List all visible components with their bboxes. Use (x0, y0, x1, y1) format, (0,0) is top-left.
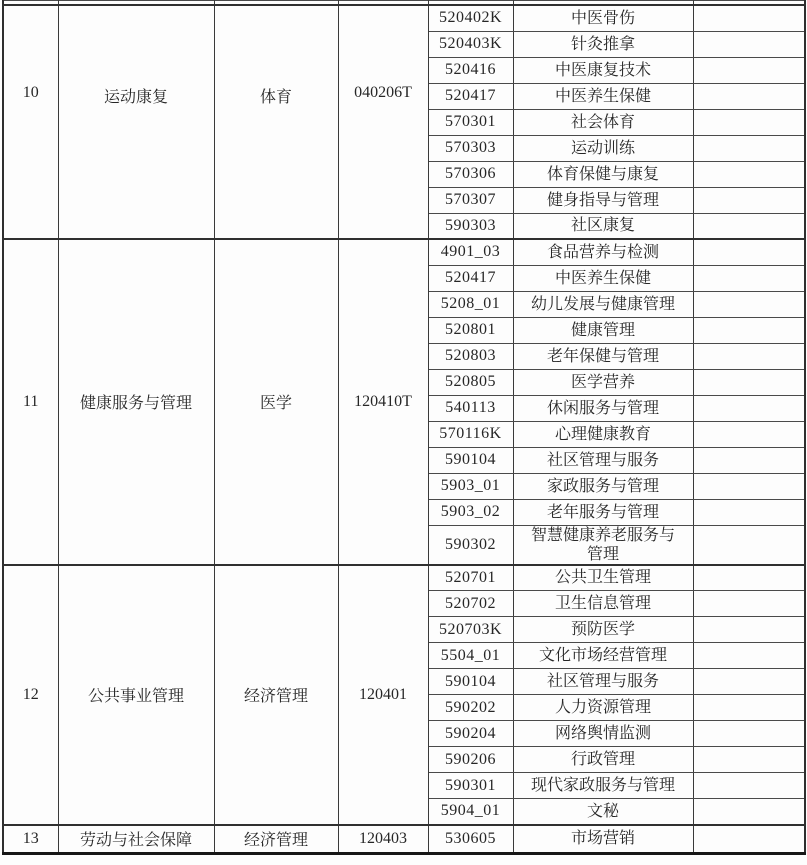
empty-cell (693, 643, 805, 669)
sub-code-cell: 5208_01 (428, 291, 513, 317)
sub-name-cell: 食品营养与检测 (513, 239, 693, 265)
sub-code-cell: 5903_02 (428, 499, 513, 525)
sub-name-cell: 中医养生保健 (513, 265, 693, 291)
sub-name-cell: 卫生信息管理 (513, 591, 693, 617)
empty-cell (693, 31, 805, 57)
seq-cell: 11 (3, 239, 58, 565)
empty-cell (693, 799, 805, 825)
empty-cell (693, 369, 805, 395)
empty-cell (693, 825, 805, 854)
sub-name-cell: 社会体育 (513, 109, 693, 135)
sub-name-cell: 市场营销 (513, 825, 693, 854)
table-row (3, 239, 805, 265)
sub-code-cell: 520801 (428, 317, 513, 343)
seq-cell: 12 (3, 565, 58, 825)
sub-name-cell: 网络舆情监测 (513, 721, 693, 747)
empty-cell (693, 473, 805, 499)
sub-code-cell: 590302 (428, 525, 513, 565)
empty-cell (693, 239, 805, 265)
sub-code-cell: 520702 (428, 591, 513, 617)
sub-name-cell: 幼儿发展与健康管理 (513, 291, 693, 317)
seq-cell: 13 (3, 825, 58, 854)
sub-code-cell: 570307 (428, 187, 513, 213)
sub-code-cell: 520403K (428, 31, 513, 57)
category-cell: 医学 (214, 239, 338, 565)
sub-name-cell: 社区康复 (513, 213, 693, 239)
empty-cell (693, 83, 805, 109)
sub-code-cell: 590303 (428, 213, 513, 239)
sub-name-cell: 社区管理与服务 (513, 669, 693, 695)
sub-name-cell: 健康管理 (513, 317, 693, 343)
empty-cell (693, 747, 805, 773)
sub-name-cell: 智慧健康养老服务与管理 (513, 525, 693, 565)
empty-cell (693, 161, 805, 187)
sub-code-cell: 520703K (428, 617, 513, 643)
sub-code-cell: 5504_01 (428, 643, 513, 669)
empty-cell (693, 591, 805, 617)
sub-name-cell: 社区管理与服务 (513, 447, 693, 473)
sub-code-cell: 520416 (428, 57, 513, 83)
sub-code-cell: 590206 (428, 747, 513, 773)
empty-cell (693, 343, 805, 369)
sub-code-cell: 590104 (428, 669, 513, 695)
sub-name-cell: 针灸推拿 (513, 31, 693, 57)
sub-code-cell: 570116K (428, 421, 513, 447)
empty-cell (693, 669, 805, 695)
empty-cell (693, 499, 805, 525)
sub-name-cell: 体育保健与康复 (513, 161, 693, 187)
sub-name-cell: 中医康复技术 (513, 57, 693, 83)
empty-cell (693, 773, 805, 799)
table-row (3, 565, 805, 591)
empty-cell (693, 695, 805, 721)
empty-cell (693, 187, 805, 213)
sub-name-cell: 老年服务与管理 (513, 499, 693, 525)
sub-name-cell: 中医养生保健 (513, 83, 693, 109)
empty-cell (693, 617, 805, 643)
category-cell: 经济管理 (214, 825, 338, 854)
sub-code-cell: 590204 (428, 721, 513, 747)
sub-name-cell: 运动训练 (513, 135, 693, 161)
sub-name-cell: 心理健康教育 (513, 421, 693, 447)
seq-cell: 10 (3, 5, 58, 239)
sub-code-cell: 590104 (428, 447, 513, 473)
sub-code-cell: 520803 (428, 343, 513, 369)
category-cell: 经济管理 (214, 565, 338, 825)
sub-name-cell: 行政管理 (513, 747, 693, 773)
major-name-cell: 健康服务与管理 (58, 239, 214, 565)
major-name-cell: 运动康复 (58, 5, 214, 239)
sub-code-cell: 540113 (428, 395, 513, 421)
sub-code-cell: 590301 (428, 773, 513, 799)
sub-code-cell: 570306 (428, 161, 513, 187)
empty-cell (693, 317, 805, 343)
category-cell: 体育 (214, 5, 338, 239)
sub-code-cell: 520805 (428, 369, 513, 395)
sub-name-cell: 现代家政服务与管理 (513, 773, 693, 799)
empty-cell (693, 721, 805, 747)
major-name-cell: 公共事业管理 (58, 565, 214, 825)
sub-name-cell: 老年保健与管理 (513, 343, 693, 369)
sub-name-cell: 健身指导与管理 (513, 187, 693, 213)
empty-cell (693, 447, 805, 473)
major-code-cell: 120403 (338, 825, 428, 854)
sub-name-cell: 公共卫生管理 (513, 565, 693, 591)
sub-code-cell: 570301 (428, 109, 513, 135)
major-code-cell: 120401 (338, 565, 428, 825)
empty-cell (693, 5, 805, 31)
sub-name-cell: 预防医学 (513, 617, 693, 643)
sub-code-cell: 530605 (428, 825, 513, 854)
empty-cell (693, 213, 805, 239)
sub-code-cell: 4901_03 (428, 239, 513, 265)
sub-code-cell: 570303 (428, 135, 513, 161)
major-code-cell: 120410T (338, 239, 428, 565)
empty-cell (693, 265, 805, 291)
sub-code-cell: 590202 (428, 695, 513, 721)
empty-cell (693, 135, 805, 161)
sub-code-cell: 5904_01 (428, 799, 513, 825)
major-code-cell: 040206T (338, 5, 428, 239)
empty-cell (693, 57, 805, 83)
sub-name-cell: 医学营养 (513, 369, 693, 395)
empty-cell (693, 565, 805, 591)
empty-cell (693, 525, 805, 565)
empty-cell (693, 291, 805, 317)
sub-code-cell: 520701 (428, 565, 513, 591)
table-row (3, 825, 805, 854)
sub-name-cell: 人力资源管理 (513, 695, 693, 721)
sub-code-cell: 520417 (428, 265, 513, 291)
sub-code-cell: 520417 (428, 83, 513, 109)
sub-name-cell: 文化市场经营管理 (513, 643, 693, 669)
empty-cell (693, 421, 805, 447)
major-name-cell: 劳动与社会保障 (58, 825, 214, 854)
sub-name-cell: 文秘 (513, 799, 693, 825)
empty-cell (693, 109, 805, 135)
sub-name-cell: 休闲服务与管理 (513, 395, 693, 421)
table-row (3, 5, 805, 31)
sub-code-cell: 520402K (428, 5, 513, 31)
sub-name-cell: 家政服务与管理 (513, 473, 693, 499)
major-mapping-table (2, 0, 806, 855)
empty-cell (693, 395, 805, 421)
sub-name-cell: 中医骨伤 (513, 5, 693, 31)
sub-code-cell: 5903_01 (428, 473, 513, 499)
